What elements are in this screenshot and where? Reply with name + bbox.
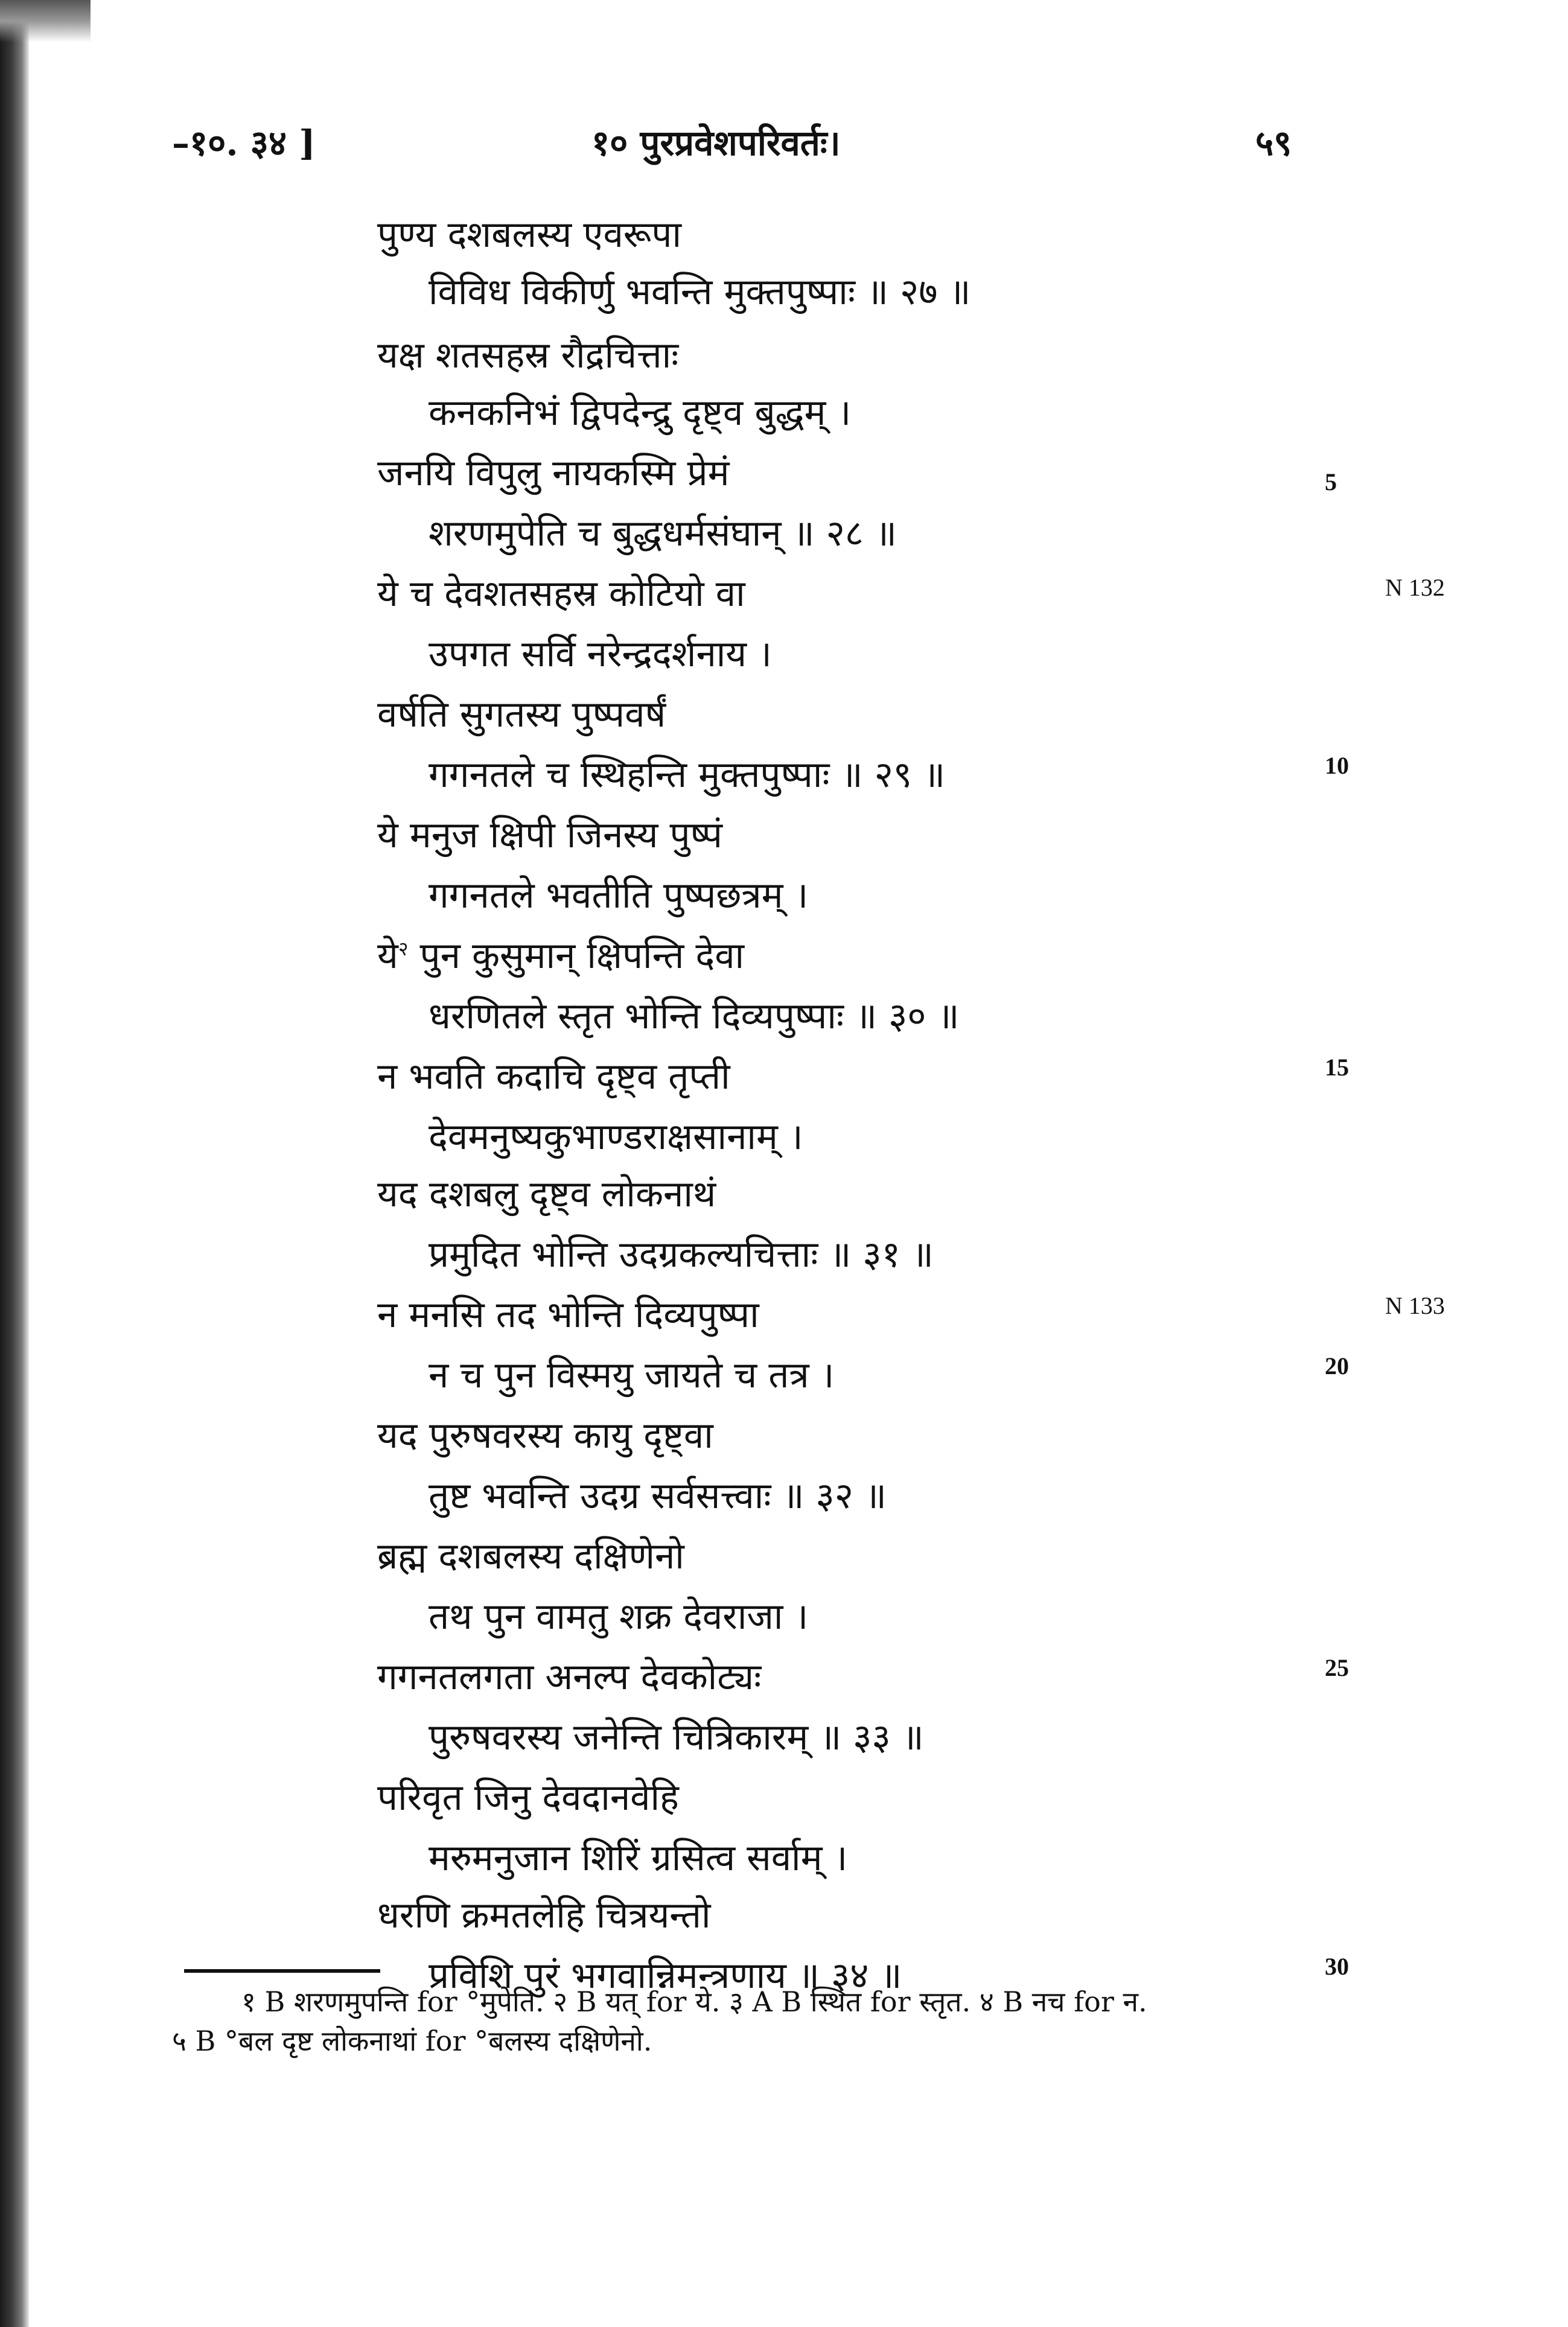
header-chapter-title: १० पुरप्रवेशपरिवर्तः। xyxy=(591,123,841,164)
verse-line: धरणि क्रमतलेहि चित्रयन्तो xyxy=(377,1894,711,1937)
verse-line: तुष्ट भवन्ति उदग्र सर्वसत्त्वाः ॥ ३२ ॥ xyxy=(429,1475,887,1517)
header-verse-range: –१०. ३४ ] xyxy=(172,123,316,164)
verse-line: प्रविशि पुरं भगवान्निमन्त्रणाय ॥ ३४ ॥ xyxy=(429,1955,902,1997)
verse-line xyxy=(377,929,744,979)
verse-line: ये मनुज क्षिपी जिनस्य पुष्पं xyxy=(377,814,722,856)
verse-line: गगनतलगता अनल्प देवकोट्यः xyxy=(377,1656,762,1698)
line-number: 30 xyxy=(1325,1953,1349,1980)
footnote-marker: २ xyxy=(398,937,409,960)
line-number: 5 xyxy=(1325,468,1337,495)
verse-line: यद दशबलु दृष्ट्व लोकनाथं xyxy=(377,1173,716,1215)
footnote-rule xyxy=(184,1969,380,1973)
verse-line: पुरुषवरस्य जनेन्ति चित्रिकारम् ॥ ३३ ॥ xyxy=(429,1716,924,1759)
verse-line: गगनतले भवतीति पुष्पछत्रम् । xyxy=(429,874,809,917)
manuscript-reference: N 132 xyxy=(1385,574,1445,601)
verse-line: शरणमुपेति च बुद्धधर्मसंघान् ॥ २८ ॥ xyxy=(429,512,897,555)
verse-line: धरणितले स्तृत भोन्ति दिव्यपुष्पाः ॥ ३० ॥ xyxy=(429,995,960,1037)
line-number: 20 xyxy=(1325,1352,1349,1380)
verse-line: न मनसि तद भोन्ति दिव्यपुष्पा xyxy=(377,1294,759,1336)
verse-line: देवमनुष्यकुभाण्डराक्षसानाम् । xyxy=(429,1116,803,1158)
verse-word: पुन कुसुमान् क्षिपन्ति देवा xyxy=(408,935,745,977)
book-spine-shadow xyxy=(0,0,29,2327)
verse-line: न च पुन विस्मयु जायते च तत्र । xyxy=(429,1354,835,1396)
manuscript-reference: N 133 xyxy=(1385,1292,1445,1319)
verse-line: प्रमुदित भोन्ति उदग्रकल्यचित्ताः ॥ ३१ ॥ xyxy=(429,1234,934,1276)
verse-line: उपगत सर्वि नरेन्द्रदर्शनाय । xyxy=(429,633,772,675)
header-page-number: ५९ xyxy=(1255,123,1292,164)
verse-line: ये च देवशतसहस्र कोटियो वा xyxy=(377,573,745,615)
verse-line: मरुमनुजान शिरिं ग्रसित्व सर्वाम् । xyxy=(429,1837,848,1879)
verse-line: यक्ष शतसहस्र रौद्रचित्ताः xyxy=(377,334,679,377)
verse-line: जनयि विपुलु नायकस्मि प्रेमं xyxy=(377,452,730,494)
footnote-line-1: १ B शरणमुपन्ति for °मुपेति. २ B यत् for ये. ३ A B स्थित for स्तृत. ४ B नच for न. xyxy=(241,1985,1147,2018)
footnote-line-2: ५ B °बल दृष्ट लोकनाथां for °बलस्य दक्षिणेनो. xyxy=(172,2025,652,2057)
line-number: 10 xyxy=(1325,752,1349,779)
verse-line: विविध विकीर्णु भवन्ति मुक्तपुष्पाः ॥ २७ ॥ xyxy=(429,271,971,313)
verse-line: न भवति कदाचि दृष्ट्व तृप्ती xyxy=(377,1055,730,1098)
line-number: 25 xyxy=(1325,1654,1349,1681)
verse-line: वर्षति सुगतस्य पुष्पवर्षं xyxy=(377,693,666,736)
verse-line: ब्रह्म दशबलस्य दक्षिणेनो xyxy=(377,1535,684,1577)
verse-line: यद पुरुषवरस्य कायु दृष्ट्वा xyxy=(377,1415,713,1457)
scan-edge-noise xyxy=(0,0,91,42)
verse-line: कनकनिभं द्विपदेन्द्रु दृष्ट्व बुद्धम् । xyxy=(429,392,852,434)
verse-line: परिवृत जिनु देवदानवेहि xyxy=(377,1777,679,1819)
verse-line: तथ पुन वामतु शक्र देवराजा । xyxy=(429,1596,809,1638)
verse-line: पुण्य दशबलस्य एवरूपा xyxy=(377,214,682,256)
verse-word: ये xyxy=(377,935,398,977)
line-number: 15 xyxy=(1325,1054,1349,1081)
verse-line: गगनतले च स्थिहन्ति मुक्तपुष्पाः ॥ २९ ॥ xyxy=(429,754,946,796)
